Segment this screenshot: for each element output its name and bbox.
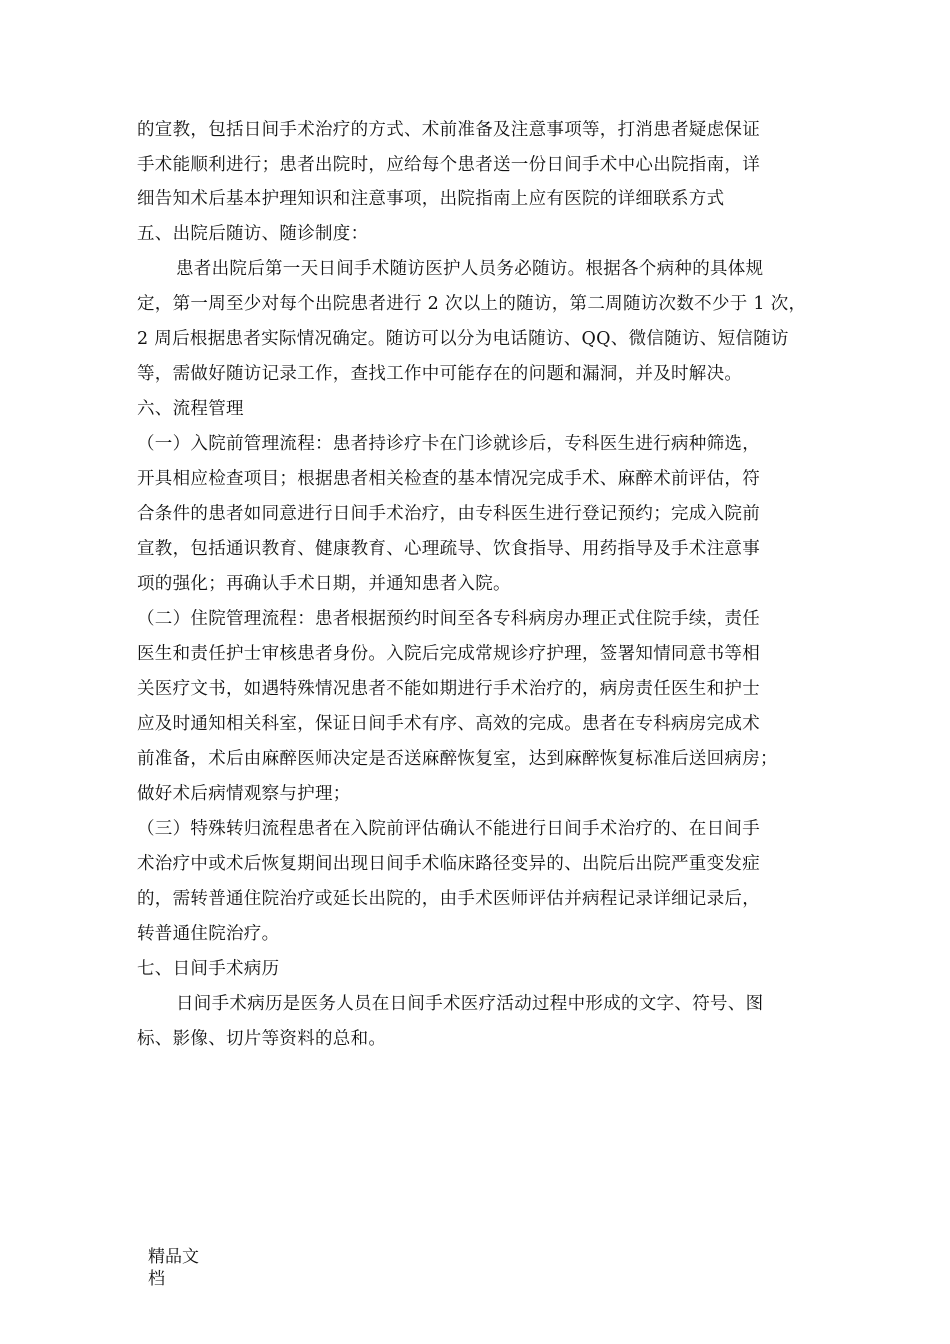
body-text-line: 等，需做好随访记录工作，查找工作中可能存在的问题和漏洞，并及时解决。 <box>137 364 743 384</box>
body-text-line: 应及时通知相关科室，保证日间手术有序、高效的完成。患者在专科病房完成术 <box>137 714 760 734</box>
body-text-line: 定，第一周至少对每个出院患者进行 2 次以上的随访，第二周随访次数不少于 1 次， <box>137 294 807 314</box>
body-text-line: 手术能顺利进行；患者出院时，应给每个患者送一份日间手术中心出院指南，详 <box>137 155 760 175</box>
body-text-line: 前准备，术后由麻醉医师决定是否送麻醉恢复室，达到麻醉恢复标准后送回病房； <box>137 749 778 769</box>
body-text-line: 开具相应检查项目；根据患者相关检查的基本情况完成手术、麻醉术前评估，符 <box>137 469 760 489</box>
section-heading: 七、日间手术病历 <box>137 959 280 979</box>
body-text-line: 做好术后病情观察与护理； <box>137 784 351 804</box>
body-text-line: （一）入院前管理流程：患者持诊疗卡在门诊就诊后，专科医生进行病种筛选， <box>137 434 760 454</box>
body-text-line: （三）特殊转归流程患者在入院前评估确认不能进行日间手术治疗的、在日间手 <box>137 819 760 839</box>
section-heading: 五、出院后随访、随诊制度： <box>137 224 369 244</box>
body-text-line: 术治疗中或术后恢复期间出现日间手术临床路径变异的、出院后出院严重变发症 <box>137 854 760 874</box>
body-text-line: 标、影像、切片等资料的总和。 <box>137 1029 387 1049</box>
section-heading: 六、流程管理 <box>137 399 244 419</box>
body-text-line: 细告知术后基本护理知识和注意事项，出院指南上应有医院的详细联系方式 <box>137 189 725 209</box>
body-text-line: 关医疗文书，如遇特殊情况患者不能如期进行手术治疗的，病房责任医生和护士 <box>137 679 760 699</box>
body-text-line: 患者出院后第一天日间手术随访医护人员务必随访。根据各个病种的具体规 <box>176 259 764 279</box>
footer-watermark-line1: 精品文 <box>148 1247 199 1267</box>
body-text-line: 2 周后根据患者实际情况确定。随访可以分为电话随访、QQ、微信随访、短信随访 <box>137 329 789 349</box>
body-text-line: 宣教，包括通识教育、健康教育、心理疏导、饮食指导、用药指导及手术注意事 <box>137 539 760 559</box>
body-text-line: 医生和责任护士审核患者身份。入院后完成常规诊疗护理，签署知情同意书等相 <box>137 644 760 664</box>
body-text-line: 的宣教，包括日间手术治疗的方式、术前准备及注意事项等，打消患者疑虑保证 <box>137 120 760 140</box>
body-text-line: （二）住院管理流程：患者根据预约时间至各专科病房办理正式住院手续，责任 <box>137 609 760 629</box>
body-text-line: 的，需转普通住院治疗或延长出院的，由手术医师评估并病程记录详细记录后， <box>137 889 760 909</box>
body-text-line: 转普通住院治疗。 <box>137 924 280 944</box>
body-text-line: 项的强化；再确认手术日期，并通知患者入院。 <box>137 574 511 594</box>
footer-watermark-line2: 档 <box>148 1269 165 1289</box>
body-text-line: 合条件的患者如同意进行日间手术治疗，由专科医生进行登记预约；完成入院前 <box>137 504 760 524</box>
body-text-line: 日间手术病历是医务人员在日间手术医疗活动过程中形成的文字、符号、图 <box>176 994 764 1014</box>
